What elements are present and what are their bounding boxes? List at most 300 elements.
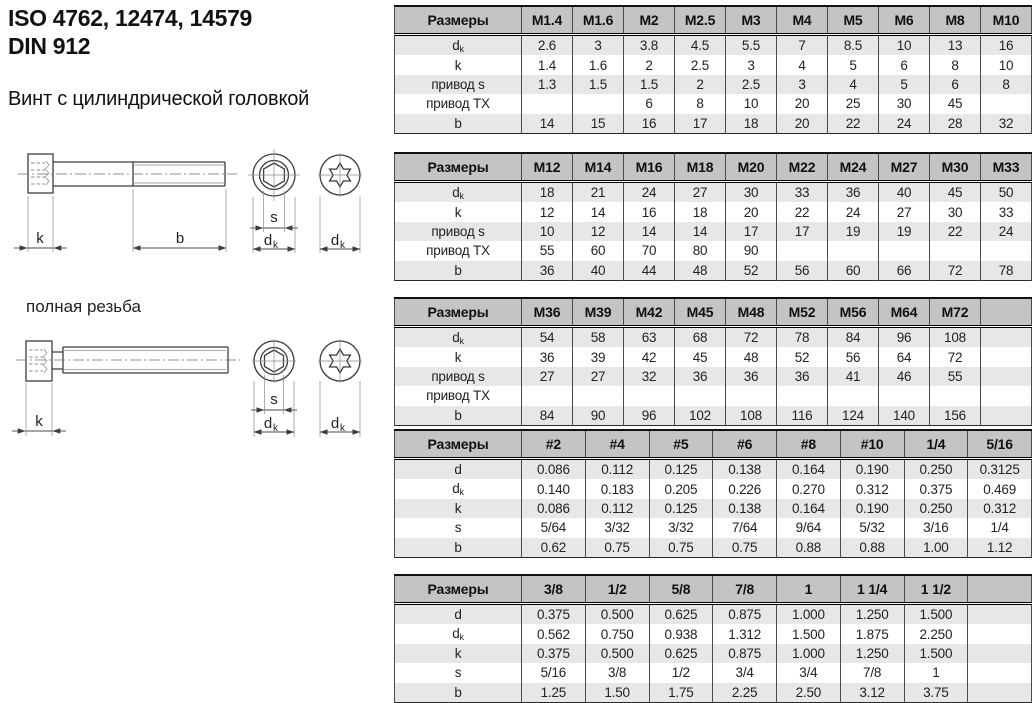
table-cell: 80 — [675, 241, 726, 260]
table-cell — [981, 241, 1032, 260]
table-cell: 4 — [828, 75, 879, 94]
table-row — [395, 604, 1032, 625]
crosshair — [248, 149, 300, 201]
table-cell: 108 — [726, 406, 777, 426]
table-cell: 55 — [930, 367, 981, 386]
table-cell: 5 — [879, 75, 930, 94]
table-cell: 0.875 — [713, 604, 777, 625]
table-cell — [981, 406, 1032, 426]
column-header: 1/4 — [904, 430, 968, 459]
table-cell: 1.875 — [840, 624, 904, 643]
table-cell: 2.250 — [904, 624, 968, 643]
column-header: M24 — [828, 153, 879, 182]
table-cell: 6 — [624, 94, 675, 113]
table-cell: 1.5 — [624, 75, 675, 94]
header-row — [395, 575, 1032, 604]
header-row — [395, 6, 1032, 35]
crosshair — [252, 339, 296, 383]
table-cell: 3/32 — [585, 518, 649, 537]
table-cell: 2.50 — [777, 683, 841, 703]
table-cell: 24 — [624, 182, 675, 203]
table-cell: 10 — [981, 55, 1032, 74]
row-label: k — [395, 644, 522, 663]
table-cell: 0.75 — [713, 538, 777, 558]
table-row — [395, 261, 1032, 281]
table-cell: 0.190 — [840, 459, 904, 480]
row-label: привод s — [395, 75, 522, 94]
table-cell: 52 — [726, 261, 777, 281]
table-row — [395, 663, 1032, 682]
row-label: $d_k$ — [395, 182, 522, 203]
table-cell: 14 — [675, 222, 726, 241]
table-cell: 10 — [726, 94, 777, 113]
header-row — [395, 153, 1032, 182]
table-cell: 19 — [828, 222, 879, 241]
dim-label-dk: d — [263, 415, 273, 432]
table-cell: 78 — [777, 327, 828, 348]
table-cell: 2.5 — [675, 55, 726, 74]
table-cell: 25 — [828, 94, 879, 113]
table-cell: 28 — [930, 114, 981, 134]
table-row — [395, 222, 1032, 241]
table-cell: 18 — [675, 202, 726, 221]
row-label: $d_k$ — [395, 479, 522, 498]
table-cell: 40 — [879, 182, 930, 203]
table-row — [395, 94, 1032, 113]
column-header: M1.4 — [522, 6, 573, 35]
column-header: M5 — [828, 6, 879, 35]
table-cell: 17 — [777, 222, 828, 241]
standard-iso-line: ISO 4762, 12474, 14579 — [8, 5, 253, 31]
table-row — [395, 241, 1032, 260]
table-cell: 84 — [522, 406, 573, 426]
table-cell — [777, 241, 828, 260]
column-header: Размеры — [395, 575, 522, 604]
table-cell — [981, 386, 1032, 405]
table-cell: 0.312 — [840, 479, 904, 498]
table-cell: 50 — [981, 182, 1032, 203]
table-cell — [930, 386, 981, 405]
table-cell: 6 — [930, 75, 981, 94]
table-cell: 1.50 — [585, 683, 649, 703]
table-cell: 8 — [675, 94, 726, 113]
table-cell: 45 — [930, 182, 981, 203]
table-cell: 14 — [573, 202, 624, 221]
dim-label-k: k — [35, 413, 43, 430]
table-cell — [777, 386, 828, 405]
table-cell — [968, 604, 1032, 625]
table-cell: 56 — [777, 261, 828, 281]
table-cell: 2 — [675, 75, 726, 94]
column-header: M45 — [675, 298, 726, 327]
table-cell: 0.270 — [777, 479, 841, 498]
table-cell: 3 — [777, 75, 828, 94]
table-cell: 1/4 — [968, 518, 1032, 537]
table-cell: 8.5 — [828, 35, 879, 56]
table-cell: 45 — [675, 347, 726, 366]
column-header: M27 — [879, 153, 930, 182]
table-row — [395, 479, 1032, 498]
row-label: $d_k$ — [395, 35, 522, 56]
table-cell: 21 — [573, 182, 624, 203]
row-label: $d_k$ — [395, 624, 522, 643]
table-cell: 64 — [879, 347, 930, 366]
table-cell — [828, 386, 879, 405]
column-header: #4 — [585, 430, 649, 459]
table-cell: 102 — [675, 406, 726, 426]
header-row — [395, 298, 1032, 327]
table-cell: 96 — [624, 406, 675, 426]
table-cell: 1 — [904, 663, 968, 682]
row-label: привод TX — [395, 386, 522, 405]
table-cell: 0.62 — [522, 538, 586, 558]
table-cell: 0.500 — [585, 604, 649, 625]
dimension-table-m12-m33 — [394, 152, 1031, 281]
table-cell: 58 — [573, 327, 624, 348]
column-header: M33 — [981, 153, 1032, 182]
table-cell: 96 — [879, 327, 930, 348]
column-header: M22 — [777, 153, 828, 182]
table-cell: 0.875 — [713, 644, 777, 663]
table-row — [395, 327, 1032, 348]
table-cell: 10 — [879, 35, 930, 56]
table-cell: 108 — [930, 327, 981, 348]
full-thread-label: полная резьба — [26, 297, 141, 316]
table-cell: 90 — [726, 241, 777, 260]
column-header: 1 1/4 — [840, 575, 904, 604]
table-cell: 1.250 — [840, 644, 904, 663]
table-cell — [968, 644, 1032, 663]
column-header: 1 1/2 — [904, 575, 968, 604]
dim-label-dk-sub: k — [273, 423, 278, 434]
row-label: k — [395, 499, 522, 518]
dim-label-dk-sub: k — [340, 240, 345, 251]
table-cell: 4 — [777, 55, 828, 74]
table-cell: 0.312 — [968, 499, 1032, 518]
table-cell: 36 — [675, 367, 726, 386]
table-row — [395, 499, 1032, 518]
row-label: k — [395, 202, 522, 221]
column-header: M2 — [624, 6, 675, 35]
column-header: M39 — [573, 298, 624, 327]
table-cell: 22 — [930, 222, 981, 241]
table-cell: 1.500 — [904, 644, 968, 663]
table-cell: 7 — [777, 35, 828, 56]
table-cell: 70 — [624, 241, 675, 260]
table-cell: 1/2 — [649, 663, 713, 682]
table-cell: 0.88 — [777, 538, 841, 558]
table-cell: 42 — [624, 347, 675, 366]
dimension-table — [394, 5, 1032, 134]
table-cell: 12 — [522, 202, 573, 221]
table-cell: 32 — [981, 114, 1032, 134]
column-header: M3 — [726, 6, 777, 35]
table-cell: 90 — [573, 406, 624, 426]
dim-label-dk: d — [330, 415, 340, 432]
table-cell: 5.5 — [726, 35, 777, 56]
table-cell: 3.8 — [624, 35, 675, 56]
table-cell: 17 — [675, 114, 726, 134]
table-cell: 72 — [930, 261, 981, 281]
row-label: b — [395, 261, 522, 281]
table-cell: 156 — [930, 406, 981, 426]
table-cell: 1.000 — [777, 604, 841, 625]
table-cell: 18 — [726, 114, 777, 134]
table-cell — [879, 241, 930, 260]
table-row — [395, 644, 1032, 663]
product-name: Винт с цилиндрической головкой — [8, 88, 310, 110]
column-header: M2.5 — [675, 6, 726, 35]
table-cell: 4.5 — [675, 35, 726, 56]
table-cell: 0.112 — [585, 499, 649, 518]
table-cell: 5/64 — [522, 518, 586, 537]
column-header: M64 — [879, 298, 930, 327]
table-cell: 116 — [777, 406, 828, 426]
table-cell: 0.205 — [649, 479, 713, 498]
column-header: M20 — [726, 153, 777, 182]
table-cell: 16 — [981, 35, 1032, 56]
column-header: M10 — [981, 6, 1032, 35]
table-cell: 27 — [879, 202, 930, 221]
table-cell: 24 — [828, 202, 879, 221]
table-cell: 54 — [522, 327, 573, 348]
table-cell: 13 — [930, 35, 981, 56]
table-cell: 60 — [573, 241, 624, 260]
column-header: #5 — [649, 430, 713, 459]
dimension-table — [394, 429, 1032, 558]
table-cell: 3/16 — [904, 518, 968, 537]
dimension-table-m36-m72 — [394, 297, 1031, 426]
table-cell: 0.3125 — [968, 459, 1032, 480]
dim-label-k: k — [36, 230, 44, 247]
column-header: 3/8 — [522, 575, 586, 604]
header-row — [395, 430, 1032, 459]
table-cell: 60 — [828, 261, 879, 281]
row-label: b — [395, 538, 522, 558]
table-cell: 0.375 — [904, 479, 968, 498]
column-header: #8 — [777, 430, 841, 459]
table-cell: 33 — [777, 182, 828, 203]
table-cell: 32 — [624, 367, 675, 386]
column-header: #6 — [713, 430, 777, 459]
table-cell: 0.88 — [840, 538, 904, 558]
dim-label-b: b — [175, 230, 185, 247]
table-cell: 36 — [522, 261, 573, 281]
table-cell: 2 — [624, 55, 675, 74]
table-row — [395, 683, 1032, 703]
table-row — [395, 35, 1032, 56]
table-cell — [624, 386, 675, 405]
table-cell: 72 — [930, 347, 981, 366]
table-cell: 1.6 — [573, 55, 624, 74]
table-cell: 7/64 — [713, 518, 777, 537]
column-header: M56 — [828, 298, 879, 327]
dimension-table — [394, 152, 1032, 281]
table-row — [395, 182, 1032, 203]
table-cell: 0.500 — [585, 644, 649, 663]
dim-label-dk: d — [330, 232, 340, 249]
column-header: #10 — [840, 430, 904, 459]
table-cell: 0.75 — [585, 538, 649, 558]
table-cell: 19 — [879, 222, 930, 241]
column-header: M48 — [726, 298, 777, 327]
socket-section-lines — [29, 350, 43, 371]
table-cell: 0.190 — [840, 499, 904, 518]
table-cell: 10 — [522, 222, 573, 241]
dim-label-s: s — [270, 391, 278, 408]
table-cell — [828, 241, 879, 260]
table-cell: 72 — [726, 327, 777, 348]
column-header: M72 — [930, 298, 981, 327]
table-cell: 27 — [522, 367, 573, 386]
table-cell: 8 — [981, 75, 1032, 94]
table-cell: 24 — [981, 222, 1032, 241]
column-header: M36 — [522, 298, 573, 327]
table-cell: 0.183 — [585, 479, 649, 498]
table-cell: 0.469 — [968, 479, 1032, 498]
table-cell: 1.000 — [777, 644, 841, 663]
table-cell: 20 — [777, 94, 828, 113]
standard-din-line: DIN 912 — [8, 33, 91, 60]
table-cell: 48 — [726, 347, 777, 366]
table-cell: 124 — [828, 406, 879, 426]
table-cell: 0.140 — [522, 479, 586, 498]
table-cell: 41 — [828, 367, 879, 386]
table-cell: 0.938 — [649, 624, 713, 643]
table-cell: 18 — [522, 182, 573, 203]
row-label: k — [395, 347, 522, 366]
column-header: M30 — [930, 153, 981, 182]
column-header: M14 — [573, 153, 624, 182]
thread-runout-squiggle — [43, 349, 47, 373]
column-header: M8 — [930, 6, 981, 35]
table-cell: 0.138 — [713, 459, 777, 480]
column-header: M42 — [624, 298, 675, 327]
screw-head-side — [26, 341, 52, 381]
table-cell: 1.75 — [649, 683, 713, 703]
table-cell: 78 — [981, 261, 1032, 281]
table-cell: 0.086 — [522, 499, 586, 518]
screw-drawing-full-thread — [0, 330, 393, 455]
table-cell: 39 — [573, 347, 624, 366]
row-label: b — [395, 114, 522, 134]
table-cell: 14 — [522, 114, 573, 134]
table-cell: 20 — [777, 114, 828, 134]
table-cell: 0.164 — [777, 459, 841, 480]
column-header: M12 — [522, 153, 573, 182]
table-cell: 0.226 — [713, 479, 777, 498]
table-cell: 36 — [828, 182, 879, 203]
table-row — [395, 406, 1032, 426]
table-cell: 14 — [624, 222, 675, 241]
table-cell: 12 — [573, 222, 624, 241]
column-header: M1.6 — [573, 6, 624, 35]
table-cell: 40 — [573, 261, 624, 281]
table-cell: 27 — [675, 182, 726, 203]
table-cell: 0.250 — [904, 459, 968, 480]
table-cell: 2.6 — [522, 35, 573, 56]
table-cell: 84 — [828, 327, 879, 348]
column-header: M4 — [777, 6, 828, 35]
dim-label-dk-sub: k — [340, 423, 345, 434]
table-cell — [930, 241, 981, 260]
table-cell: 68 — [675, 327, 726, 348]
table-cell: 3/32 — [649, 518, 713, 537]
table-cell: 5 — [828, 55, 879, 74]
column-header: 1/2 — [585, 575, 649, 604]
table-row — [395, 367, 1032, 386]
table-cell: 16 — [624, 114, 675, 134]
row-label: привод s — [395, 367, 522, 386]
table-cell: 1.3 — [522, 75, 573, 94]
table-cell: 0.250 — [904, 499, 968, 518]
table-cell: 0.625 — [649, 644, 713, 663]
table-cell — [968, 683, 1032, 703]
table-cell: 16 — [624, 202, 675, 221]
table-cell — [573, 94, 624, 113]
table-cell: 30 — [879, 94, 930, 113]
table-row — [395, 55, 1032, 74]
table-cell: 0.138 — [713, 499, 777, 518]
table-cell — [726, 386, 777, 405]
row-label: d — [395, 604, 522, 625]
table-row — [395, 202, 1032, 221]
table-cell: 0.75 — [649, 538, 713, 558]
table-cell: 22 — [777, 202, 828, 221]
row-label: d — [395, 459, 522, 480]
table-cell: 48 — [675, 261, 726, 281]
table-cell: 36 — [777, 367, 828, 386]
table-cell: 0.625 — [649, 604, 713, 625]
table-cell: 140 — [879, 406, 930, 426]
column-header: Размеры — [395, 153, 522, 182]
table-cell — [522, 94, 573, 113]
row-label: привод s — [395, 222, 522, 241]
table-row — [395, 114, 1032, 134]
table-cell: 3 — [726, 55, 777, 74]
table-cell: 0.125 — [649, 499, 713, 518]
table-cell: 0.375 — [522, 644, 586, 663]
column-header: M16 — [624, 153, 675, 182]
table-cell: 0.375 — [522, 604, 586, 625]
table-row — [395, 538, 1032, 558]
row-label: привод TX — [395, 94, 522, 113]
table-cell: 6 — [879, 55, 930, 74]
table-cell: 24 — [879, 114, 930, 134]
table-cell: 3/4 — [713, 663, 777, 682]
table-cell: 44 — [624, 261, 675, 281]
column-header — [968, 575, 1032, 604]
table-cell: 3.12 — [840, 683, 904, 703]
table-cell: 0.112 — [585, 459, 649, 480]
extension-lines — [26, 375, 360, 437]
table-row — [395, 624, 1032, 643]
page-title — [8, 4, 252, 60]
table-cell: 63 — [624, 327, 675, 348]
thread-runout-squiggle — [45, 161, 49, 185]
table-cell: 0.164 — [777, 499, 841, 518]
row-label: привод TX — [395, 241, 522, 260]
table-cell — [981, 367, 1032, 386]
table-cell: 1.500 — [904, 604, 968, 625]
column-header: 5/8 — [649, 575, 713, 604]
table-cell: 55 — [522, 241, 573, 260]
extension-lines — [28, 189, 360, 253]
dim-label-dk-sub: k — [273, 240, 278, 251]
dimension-table — [394, 297, 1032, 426]
row-label: b — [395, 406, 522, 426]
screw-head-side — [28, 154, 53, 193]
